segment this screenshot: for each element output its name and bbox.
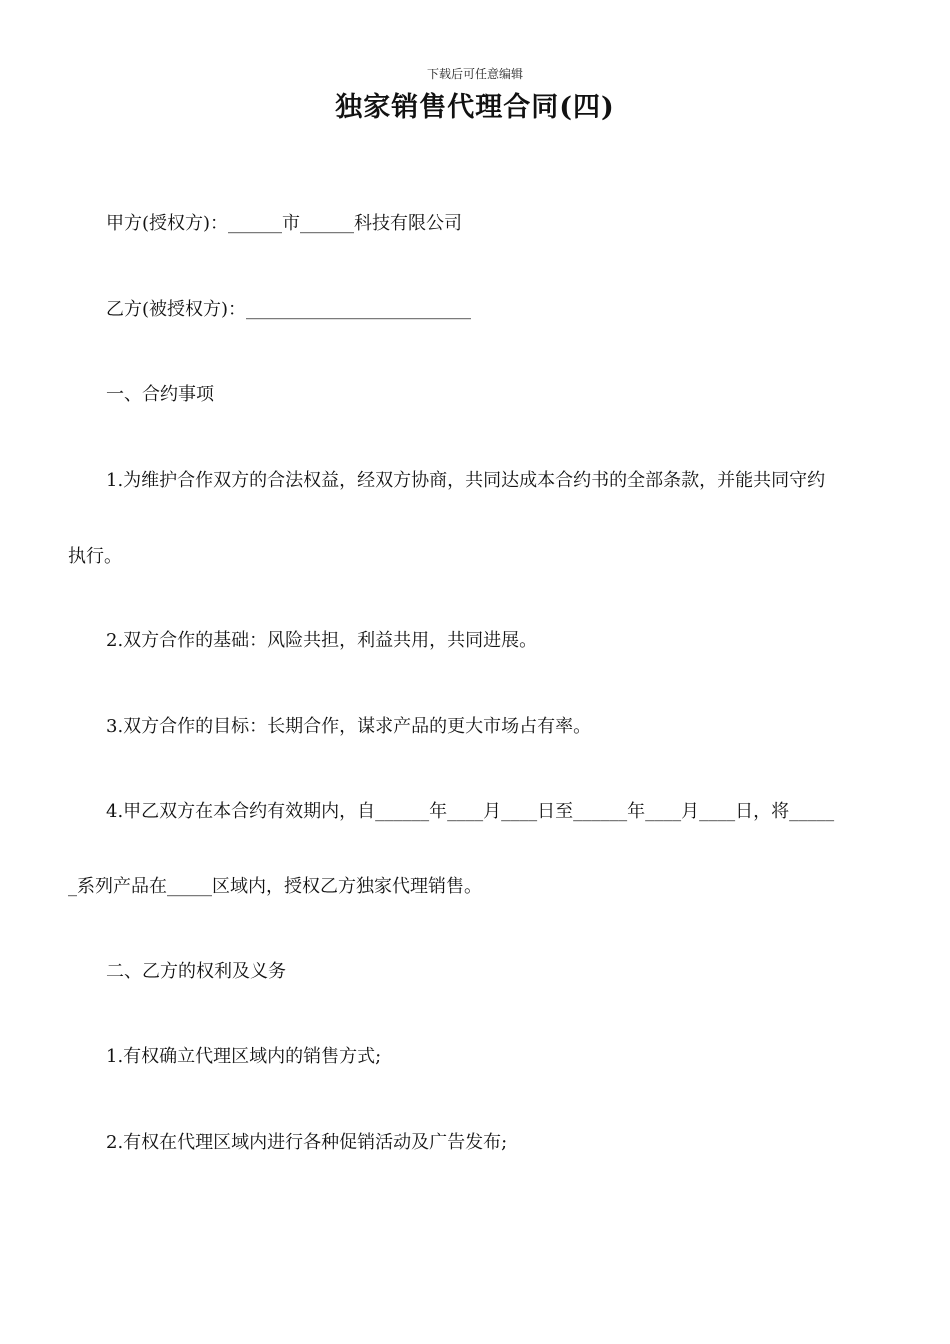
- section-1-item-1-line-2: 执行。: [68, 546, 122, 567]
- section-2-item-1: 1.有权确立代理区域内的销售方式;: [106, 1046, 382, 1067]
- section-1-item-4-line-1: 4.甲乙双方在本合约有效期内，自______年____月____日至______年____月____日，将_____: [106, 801, 835, 822]
- section-1-item-1-line-1: 1.为维护合作双方的合法权益，经双方协商，共同达成本合约书的全部条款，并能共同守约: [106, 470, 826, 491]
- header-note: 下载后可任意编辑: [426, 67, 523, 81]
- section-1-item-2: 2.双方合作的基础：风险共担，利益共用，共同进展。: [106, 630, 538, 651]
- section-2-heading: 二、乙方的权利及义务: [106, 961, 286, 982]
- section-1-item-3: 3.双方合作的目标：长期合作，谋求产品的更大市场占有率。: [106, 716, 592, 737]
- party-b-line: 乙方(被授权方)：_________________________: [106, 299, 472, 320]
- section-1-item-4-line-2: _系列产品在_____区域内，授权乙方独家代理销售。: [68, 876, 482, 897]
- document-title: 独家销售代理合同(四): [335, 92, 615, 123]
- party-a-line: 甲方(授权方)：______市______科技有限公司: [106, 213, 463, 234]
- section-1-heading: 一、合约事项: [106, 384, 214, 405]
- section-2-item-2: 2.有权在代理区域内进行各种促销活动及广告发布;: [106, 1132, 508, 1153]
